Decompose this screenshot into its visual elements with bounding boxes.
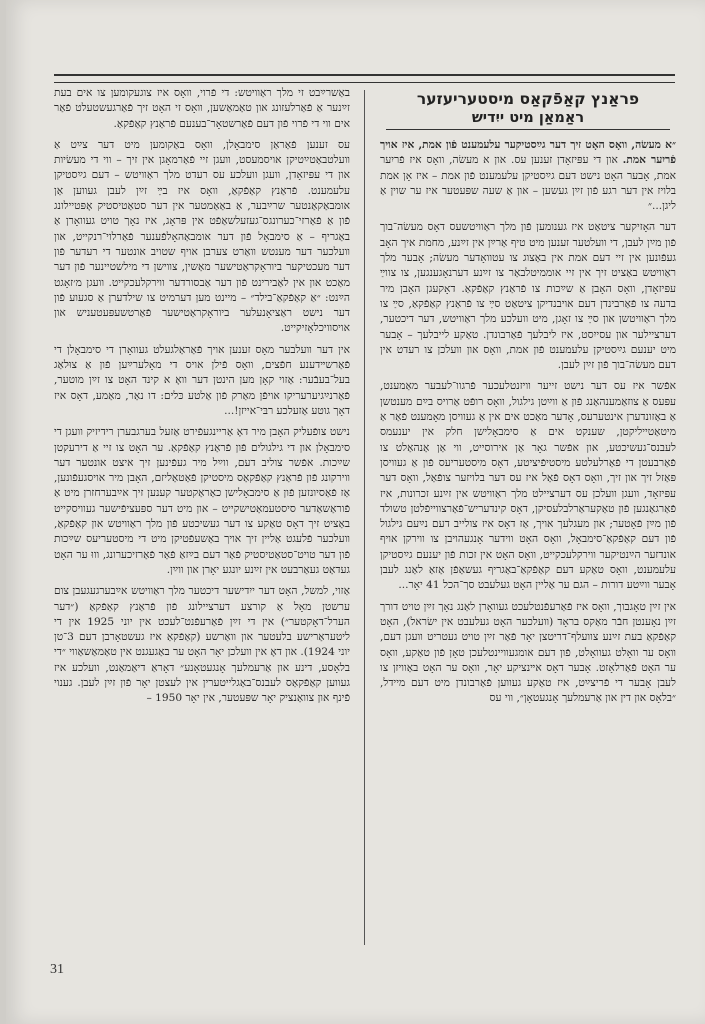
paragraph-text: דער האָזיקער ציטאַט איז גענומען פֿון מלך ראַוויטשעס דאָס מעשׂה־בוך פֿון מײַן לעבן, די וועלטער זענען מיט טיף אַרײַן אין זײַנע, מחמת איך האָב געפֿונען אין זיי דעם אמת אין באַצוג צו עטוואָדער מעשׂה; אָבער מלך ראַוויטש באַציט זיך אין זיי אוממיטלבאַר צו זײַנע דערנאָגענגען, צו צווײַ עפּיזאָדן, וואָס האָבן אַ שײַכות צו פֿראַנץ קאַפֿקאַ. דאָקעגן האָבן מיר בדעה צו פֿאַרבינדן דעם אויבנדיקן ציטאַט סײַ צו פֿראַנץ קאַפֿקאַ, סײַ צו מלך ראַוויטשן און סײַ צו זאָגן, מיט וועלכע מלך ראַוויטש, דער דיכטער, דערציילער און עסייִסט, איז ליבלעך פֿאַרבונדן. טאַקע לייבלעך – אָבער מיט יענעם גײַסטיקן עלעמענט פֿון אמת, וואָס און וועלכן צו רעדט אין דעם מעשׂה־בוך פֿון זײַן לעבן. [380,221,676,372]
paragraph [54,86,350,132]
page-number: 31 [50,962,64,977]
paragraph-text: אין זײַן טאָגבוך, וואָס איז פֿאַרעפֿנטלעכט געוואָרן לאַנג נאָך זײַן טויט דורך זײַן נאָענטן חבֿר מאַקס בראָד (וועלכער האָט געלעבט אין ישׂראל), האָט קאַפֿקאַ בעת זײַנע צוועלף־דריטצן יאָר פֿאַר זײַן טויט געטריט וועגן דעם, וואָס ער וואָלט געוואָלט, פֿון דעם אומגעוויינטלעכן טאָן פֿון טאַקע, וואָס ער האָט פֿאַרלאָזט. אָבער דאָס אײנציקע יאָר, וואָס ער האָט באַוויזן צו לעבן אָבער די פֿריצײַט, איז טאַקע געווען פֿאַרבונדן מיט דעם מיידל, ״בלאָס און דין און אַרעמלעך אָנגעטאָן״, ווי עס [380,600,676,705]
paragraph [380,600,676,707]
paragraph [54,343,350,419]
left-column [54,86,350,946]
paragraph-text: עס זענען פֿאַראַן סימבאָלן, וואָס באַקומען מיט דער צײַט אַ וועלטבאַטײַטיקן אויסמעסט, וועגן זיי פֿאַרמאָגן אין זיך – ווי די מעשׂיות און די עפּיזאָדן, וועגן וועלכע עס רעדט מלך ראַוויטש – דעם גײַסטיקן עלעמענט. פֿראַנץ קאַפֿקאַ, וואָס איז בײַ זײַן לעבן געווען אַן אומבאַקאַנטער שרײַבער, אַ באַאַמטער אין דער סטאַטיסטיק אָפּטיילונג פֿון אַ פֿאַרזי־כערונגס־געזעלשאַפֿט אין פּראָג, איז נאָך טויט געוואָרן אַ באַגריף – אַ סימבאָל פֿון דער אומבאַהאָלפֿענער פֿאַרלוי־רנקייט, און וועלכער דער מענטש וואַרט צערבן אויף שטויב אונטער די רעדער פֿון דער מעכטיקער ביוראָקראַטישער מאַשין, צווישן די מילשטיינער פֿון דער מאַכט און אין לאַבירינט פֿון דער אַבסורדער ווירקלעכקייט. וועגן מ׳זאָגט הײַנט: ״אַ קאַפֿקאַ־בילד״ – מיינט מען דערמיט צו שילדערן אַ סגעוע פֿון דער נישט ראַציאָנעלער ביוראָקראַטישער פֿאַרטשעפּעטעניש און אויסוויכלאָזיקייט. [54,138,350,335]
right-column [380,86,676,946]
paragraph-text: נישט צופֿעליק האָבן מיר דאָ אַריינגעפֿירט אַזעל בערגבערן רידיזיק וועגן די סימבאָלן און די גילגולים פֿון פֿראַנץ קאַפֿקאַ. ער האָט צו זיי אַ דירעקטן שײַכות. אפֿשר צוליב דעם, ווײַל מיר געפֿינען זיך איצט אונטער דער ווירקונג פֿון פֿראַנץ קאַפֿקאַס מיסטיקן פֿאַטאַליזם, האָבן מיר אויסגעפֿונען, אַז פֿאַסיונזען פֿון אַ סימבאָלישן כאַראַקטער קענען זיך אײַבערחזרן מיט אַ פֿוראַשאַדער סיסטעמאַטישקייט – און מיט דער ספּעציפֿישער געוויסקייט באַציט זיך דאָס טאַקע צו דער געשיכטע פֿון מלך ראַוויטש און קאַפֿקאַ, וועלכער פֿלעגט אַליין זיך אויך באַשעפֿטיקן מיט די מיסטעריעס שײַכות פֿון דער טויט־סטאַטיסטיק פֿאַר דעם בײַזאַ פֿאַר פֿאַרזיכערונג, וווּ ער האָט געדאַט געאַרבעט אין זײַנע יונגע יאָרן און ווײַן. [54,426,350,576]
article-title-line-1: פראַנץ קאַפֿקאַס מיסטעריעזער [416,90,640,108]
top-double-rule [54,74,675,83]
paragraph [380,379,676,593]
paragraph-text: אַזוי, למשל, האָט דער ייִדישער דיכטער מלך ראַוויטש אײַבערגעגעבן צום ערשטן מאָל אַ קורצע דערציילונג פֿון פֿראַנץ קאַפֿקאַ (״דער הערל־דאָקטער״) אין די זײַן פֿאַרעפֿנט־לעכט אין יוני 1925 אין די ליטעראַרישע בלעטער און וואַרשע (קאַפֿקאַ איז געשטאָרבן דעם 3־טן יוני 1924). און דאָ אין וועלכן יאָר האָט ער באַגעגנט אין טאַמאַשאַווי ״די בלאָסע, דינע און אַרעמלעך אָנגעטאָנע״ דאָראַ דיאַמאַנט, וועלכע איז געווען קאַפֿקאַס לעבנס־באַגלייטערין אין לעצטן יאָר פֿון זײַן לעבן. גענוי פֿינף און צוואַנציק יאָר שפּעטער, אין יאָר 1950 – [54,585,350,705]
paragraph-text: אין דער וועלבער מאָס זענען אויך פֿאַראַלגעלט געוואָרן די סימבאָלן די פֿאַרשײדענע חפֿצים, וואָס פֿילן אויס די מאָלערײַען פֿון אַ צוּלאַג בעל־בעבֿער: אַזוי קאָן מען הינטן דער וואָ א קינד האָט צו זײַן מוטער, פֿאַרנײַגיערעריקו אויפֿן מאַרק פֿון אַלטע כּלים: דו נאַר, מאַמע, דאָס איז דאָך גוטע אַזעלכע רבּי־אייזן!... [54,343,350,417]
paragraph-lead: ״א מעשׂה, וואָס האָט זיך דער גײַסטיקער עלעמענט פֿון אמת, איז אויך פֿריִער אמת. [380,139,676,167]
paragraph-text: און די עפּיזאָדן זענען עס. און א מעשׂה, וואָס איז פֿריִער אמת, אָבער האָט נישט דעם גײַסטיקן עלעמענט פֿון אמת – איז אָן אמת בלויז אין דער רגע פֿון זײַן געשען – און אַ שעה שפּעטער איז ער שוין אַ ליגן...״ [380,154,676,213]
title-underline [386,129,670,130]
paragraph [54,425,350,578]
paragraph [380,220,676,373]
page-sheet [6,0,705,1024]
paragraph-text: אפֿשר איז עס דער נישט זייער וויזנטלעכער פֿרגוו־לעבער מאַמענט, עפּעס אַ צוזאַמענהאַנג פֿון אַ ווײַטן גילגול, וואָס רופֿט אַרויס בײַם מענטשן אַ באַזונדערן אינטערעס, אָדער מאַכט אים אין אַ געוויסן מאָמענט פֿאַר אַ מיטאַטייליקטן, שענקט אים אַ סימבאָלישן חלק אין יענעמס לעבנס־געשיכטע, און אפֿשר גאָר אַן אירוסייט, ווי אַן אַנהאַלט צו פֿאַרבעטן די פֿאַרלעלטע מיסטיפֿיציטע, דאָס מיסטעריעס פֿון אַ געוויסן פּאַזל זיך און זיך, וואָס דאָס פֿאַל איז עס דער בלויזער צופֿאַל, וואָס דער עפּיזאָד, וועגן וועלכן עס דערציילט מלך ראַוויטש אין זײַנע זכרונות, איז פֿאַרגאַנגען פֿון טאַקעראַרלבלעסיקן, דאָס קינדעריש־פֿאַרצווייפֿלטן טשולד פֿון מײַן פֿאָטער; און מעגלעך אויך, אַז דאָס איז צולייב דעם נײַעם גילגול פֿון דעם קאַפֿקאַ־סימבאָל, וואָס האָט ווידער אָנגעהויבן צו ווירקן אויף אונדזער הײַנטיקער ווירקלעכקייט, וואָס האָט אין זכות פֿון יענעם גײַסטיקן עלעמענט, וואָס טאַקע דעם קאַפֿקאַ־באַגריף געשאַפֿן אַזאַ לאַנג לעבן אָבער ווײַטע דורות – הגם ער אַליין האָט געלעבט סך־הכל 41 יאָר... [380,380,676,592]
paragraph [54,138,350,337]
article-title-line-2: ראַמאַן מיט ייִדיש [471,110,585,126]
paragraph [380,138,676,214]
page-frame [46,60,681,960]
paragraph [54,584,350,706]
article-title [380,90,676,127]
column-divider [364,90,365,945]
paragraph-text: באַשרײַבט זי מלך ראַוויטש: די פֿרוי, וואָס איז צוגעקומען צו אים בעת זײַנער אַ פֿאַרלעזונג און טאַמאַשען, וואָס זי האָט זיך פֿאַרגעשטעלט פֿאַר אים ווי די פֿרוי פֿון דעם פֿאַרשטאָר־בענעם פֿראַנץ קאַפֿקאַ. [54,87,350,130]
